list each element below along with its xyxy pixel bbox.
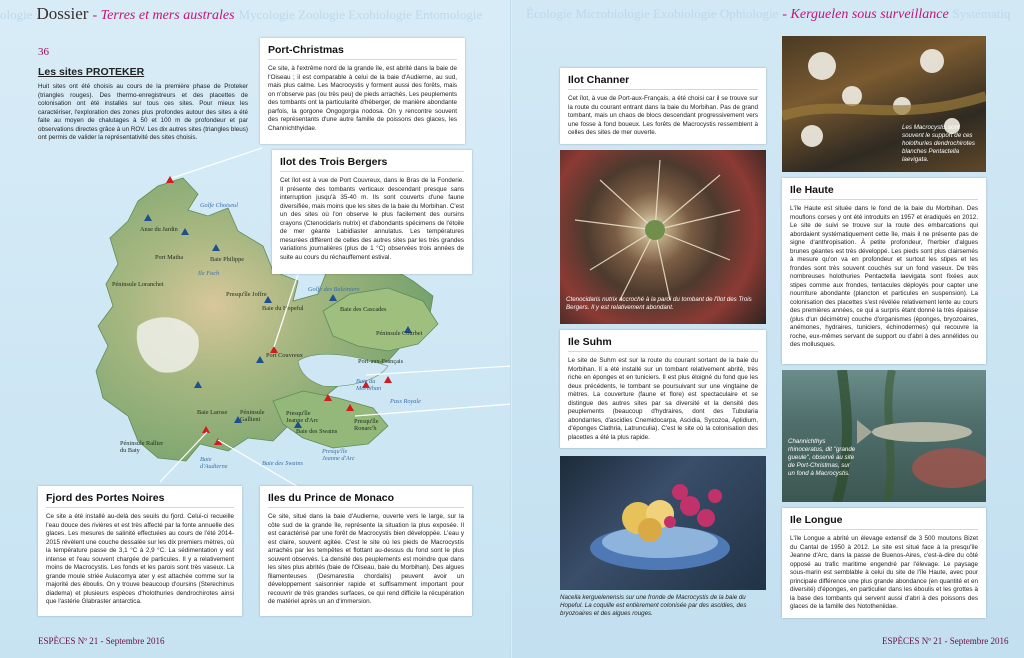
header-faded-left: ologie [0, 7, 33, 22]
photo-macrocystis [782, 36, 986, 172]
caption-channichthys: Channichthys rhinoceratus, dit "grande gueule", observé au site de Port-Christmas, sur un fond à Macrocystis. [788, 438, 856, 478]
intro-text: Huit sites ont été choisis au cours de la première phase de Proteker (triangles rouges). Des thermo-enregistreurs et des placettes de colonisation ont été installés sur tous ces sites. Pour mieux les caractériser, l'exploration des zones plus profondes autour des sites a été faite au moyen de chalutages à 50 et 100 m de profondeur et par observations directes grâce à un ROV. Les dix autres sites (triangles bleus) ont permis de valider la représentativité des sites choisis. [38, 83, 248, 141]
map-label: Port Matha [155, 254, 184, 261]
header-faded-right: Mycologie Zoologie Exobiologie Entomologie [238, 7, 483, 22]
site-marker-port-christmas [166, 176, 174, 183]
box-trois-bergers [272, 150, 472, 274]
intro-title: Les sites PROTEKER [38, 66, 145, 78]
box-text: L'île Haute est située dans le fond de la baie du Morbihan. Des mouflons corses y ont été introduits en 1957 et éradiqués en 2012. Le site de suivi se trouve sur la route des embarcations qui abordaient systématiquement cette île, mais il ne présente pas de signe d'anthropisation. À petite profondeur, l'herbier d'algues brunes géantes est très développé. Les pieds sont plus clairsemés à mesure qu'on va en profondeur et surtout les stipes et les frondes sont très souvent couchés sur un fond vaseux. De très nombreuses holothuries Pentactella laevigata sont fixées aux stipes comme aux frondes, tentacules déployés pour capter une nourriture abondante (plancton et particules en suspension). La colonisation des placettes s'est révélée relativement lente au cours des premières années, ce qui a surpris étant donné la très épaisse (plus d'un décimètre) couche d'organismes (éponges, bryozoaires, anémones, hydraires, tuniciers, échinodermes) qui recouvre la roche, eux-mêmes servant de support ou d'abri à des annélides ou des mollusques. [790, 205, 978, 348]
photo-nacella [560, 456, 766, 590]
footer-left: ESPÈCES Nº 21 - Septembre 2016 [38, 636, 165, 646]
box-suhm [560, 330, 766, 448]
box-port-christmas [260, 38, 465, 144]
photo-ctenocidaris [560, 150, 766, 324]
box-title: Ile Suhm [568, 336, 758, 352]
map-label: Péninsule Courbet [376, 330, 423, 337]
map-label: Port-aux-Français [358, 358, 404, 365]
box-prince-monaco [260, 486, 472, 616]
caption-nacella: Nacella kerguelenensis sur une fronde de Macrocystis de la baie du Hopeful. La coquille est entièrement colonisée par des ascidies, des bryozoaires et des algues rouges. [560, 594, 747, 618]
dossier-title: Dossier [36, 4, 89, 23]
map-label: Péninsule Gallieni [240, 409, 265, 423]
box-title: Iles du Prince de Monaco [268, 492, 464, 508]
box-title: Ilot Channer [568, 74, 758, 90]
box-longue [782, 508, 986, 618]
box-text: Cet îlot, à vue de Port-aux-Français, a été choisi car il se trouve sur la route du courant entrant dans la baie du Morbihan. Pas de grand tombant, mais un chaos de blocs descendant progressivement vers une fosse à fond boueux. Les forêts de Macrocystis ressemblent à celles des sites de mer ouverte. [568, 95, 758, 136]
map-label: Pass Royale [390, 398, 421, 405]
section-subtitle: - Kerguelen sous surveillance [782, 7, 949, 22]
map-label: Baie des Cascades [340, 306, 387, 313]
left-header [0, 0, 482, 28]
box-text: Ce site, situé dans la baie d'Audierne, ouverte vers le large, sur la côte sud de la grande île, représente la situation la plus exposée. Il est caractérisé par une forêt de Macrocystis bien développée. L'eau y est claire, souvent agitée. C'est le site où les pieds de Macrocystis arrachés par les tempêtes et flottant au-dessus du fond sont le plus souvent observés. La densité des peuplements est moindre que dans les sites plus abrités (baie de l'Oiseau, baie du Morbihan). Des algues filamenteuses (Desmarestia chordalis) peuvent avoir un développement saisonnier rapide et suffisamment important pour recouvrir de très grandes surfaces, ce qui rend difficile la récupération de matériel après un an d'immersion. [268, 513, 464, 605]
box-portes-noires [38, 486, 242, 616]
map-label: Presqu'île Ronarc'h [354, 418, 379, 432]
map-label: Anse du Jardin [140, 226, 178, 233]
map-label: Golfe des Baleiniers [308, 286, 360, 293]
intro-block [38, 66, 248, 143]
fish-illustration [782, 370, 986, 502]
map-label: Baie Philippe [210, 256, 245, 263]
box-channer [560, 68, 766, 144]
header-faded-left: Écologie Microbiologie Exobiologie Ophiologie [526, 6, 779, 21]
box-text: Le site de Suhm est sur la route du courant sortant de la baie du Morbihan. Il a été installé sur un tombant relativement abrité, très riche en éponges et en tuniciers. Il est plus éloigné du fond que les deux précédents, le tombant se poursuivant sur une vingtaine de mètres. La couverture (faune et flore) est spectaculaire et se distingue des autres sites par sa diversité et la densité des peuplements (beaucoup d'hydraires, dont des Tubularia abondantes, d'ascidies Cnemidocarpa, Ascidia, Sycozoa, Aplidium, d'éponges Clathria, Latrunculia). C'est le site où la colonisation des placettes a été la plus rapide. [568, 357, 758, 441]
page-number: 36 [38, 46, 49, 58]
box-text: L'île Longue a abrité un élevage extensif de 3 500 moutons Bizet du Cantal de 1950 à 2012. Le site est situé face à la presqu'île Jeanne d'Arc, dans la passe de Buenos-Aires, c'est-à-dire du côté opposé au trafic maritime engendré par l'élevage. Le paysage sous-marin est semblable à celui du site de l'île Haute, avec pour principale différence une plus grande abondance (en quantité et en diversité) d'éponges, en particulier dans les éboulis et les grottes à la base des tombants qui servent aussi d'abri à des poissons des glaces de la famille des Nototheniidae. [790, 535, 978, 610]
footer-right: ESPÈCES Nº 21 - Septembre 2016 [882, 636, 1009, 646]
box-title: Ile Longue [790, 514, 978, 530]
box-text: Ce site a été installé au-delà des seuils du fjord. Celui-ci recueille l'eau douce des rivières et est très affecté par la fonte annuelle des glaces. Les mesures de salinité effectuées au cours de l'été 2014-2015 révèlent une couche dessalée sur les dix premiers mètres, où la température passe de 3,1 °C à 2,9 °C. La sédimentation y est intense et l'eau souvent chargée de particules. Il y a relativement moins de Macrocystis. Les fonds et les parois sont très vaseux. La grande moule striée Aulacomya ater y est attachée comme sur la majorité des éboulis. On y trouve beaucoup d'oursins (Sterechinus diadema) et plusieurs espèces d'holothuries dendrochirotes ainsi que l'astérie Glabraster antarctica. [46, 513, 234, 605]
caption-ctenocidaris: Ctenocidaris nutrix accroché à la paroi du tombant de l'îlot des Trois Bergers. Il y est relativement abondant. [566, 296, 752, 312]
box-title: Fjord des Portes Noires [46, 492, 234, 508]
map-label: Péninsule Loranchet [112, 281, 164, 288]
box-haute [782, 178, 986, 364]
map-label: Golfe Choiseul [200, 202, 238, 209]
map-label: Péninsule Rallier du Baty [120, 440, 164, 454]
map-label: Port Couvreux [266, 352, 303, 359]
map-label: Baie d'Audierne [200, 456, 228, 470]
right-header [526, 0, 1010, 28]
box-title: Ilot des Trois Bergers [280, 156, 464, 172]
map-label: Baie du Morbihan [356, 378, 382, 392]
photo-channichthys [782, 370, 986, 502]
dossier-subtitle: - Terres et mers australes [92, 8, 235, 23]
map-label: Presqu'île Jeanne d'Arc [286, 410, 319, 424]
map-label: Presqu'île Jeanne d'Arc [322, 448, 355, 462]
box-title: Port-Christmas [268, 44, 457, 60]
map-label: Baie du Hopeful [262, 305, 304, 312]
caption-macrocystis: Les Macrocystis sont souvent le support de ces holothuries dendrochirotes blanches Pentactella laevigata. [902, 124, 975, 164]
nacella-illustration [560, 456, 766, 590]
box-text: Ce site, à l'extrême nord de la grande île, est abrité dans la baie de l'Oiseau ; il est comparable à celui de la baie d'Audierne, au sud, mais plus calme. Les Macrocystis y forment aussi des forêts, mais on n'observe pas (ou très peu) de pieds arrachés. Les peuplements des tombants ont la particularité d'héberger, de manière abondante parfois, la gorgone Ongogorgia nodosa. On y rencontre souvent des représentants d'une autre famille de poissons des glaces, les Channichthyidae. [268, 65, 457, 132]
map-label: Presqu'île Joffre [226, 291, 267, 298]
map-label: Baie Larose [197, 409, 228, 416]
map-label: Baie des Swains [262, 460, 303, 467]
map-label: Ile Foch [198, 270, 220, 277]
header-faded-right: Systématiq [952, 6, 1011, 21]
map-label: Baie des Swains [296, 428, 338, 435]
box-text: Cet îlot est à vue de Port Couvreux, dans le Bras de la Fonderie. Il présente des tombants verticaux descendant presque sans interruption jusqu'à 35-40 m. Ils sont couverts d'une faune diversifiée, mais moins que les sites de la baie du Morbihan. C'est un des sites où l'on observe le plus facilement des oursins crayons (Ctenocidaris nutrix) et d'abondants spécimens de l'étoile de mer géante Labidiaster annulatus. Les températures mesurées diffèrent de celles des autres sites par les très grandes variations journalières (plus de 1 °C) observées trois années de suite au cours du réchauffement estival. [280, 177, 464, 261]
right-page [512, 0, 1024, 658]
box-title: Ile Haute [790, 184, 978, 200]
